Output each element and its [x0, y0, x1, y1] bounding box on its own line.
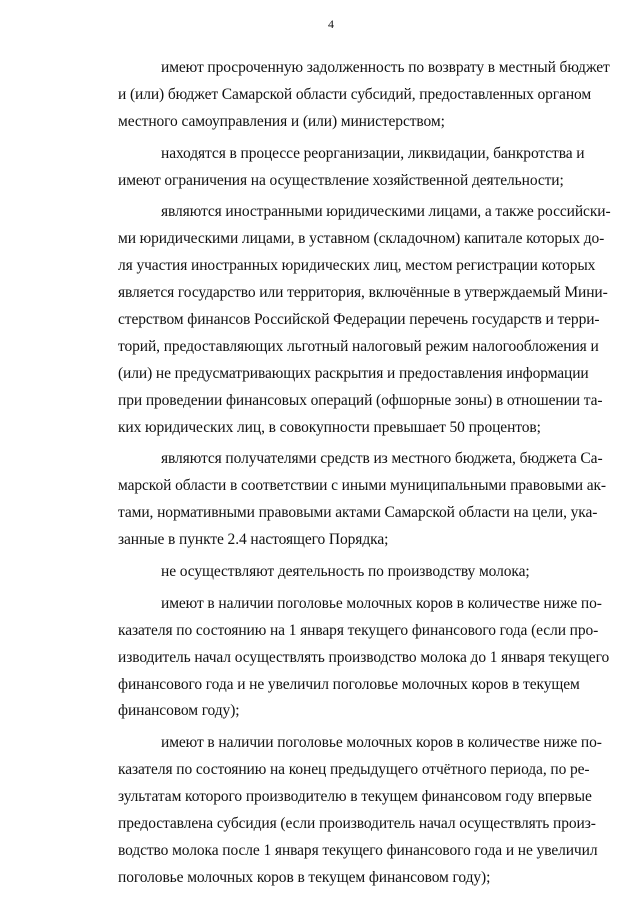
- text-line: финансовом году);: [118, 702, 240, 720]
- text-line: являются получателями средств из местного бюджета, бюджета Са-: [161, 450, 603, 468]
- text-line: предоставлена субсидия (если производитель начал осуществлять произ-: [118, 815, 596, 833]
- paragraph: [118, 559, 574, 586]
- text-line: занные в пункте 2.4 настоящего Порядка;: [118, 531, 389, 549]
- text-line: торий, предоставляющих льготный налоговый режим налогообложения и: [118, 337, 599, 355]
- paragraph: [118, 199, 611, 441]
- text-line: марской области в соответствии с иными муниципальными правовыми ак-: [118, 477, 606, 495]
- text-line: и (или) бюджет Самарской области субсидий, предоставленных органом: [118, 85, 592, 103]
- text-line: изводитель начал осуществлять производство молока до 1 января текущего: [118, 648, 610, 666]
- text-line: водство молока после 1 января текущего финансового года и не увеличил: [118, 841, 598, 859]
- text-line: не осуществляют деятельность по производству молока;: [161, 563, 530, 581]
- text-line: при проведении финансовых операций (офшорные зоны) в отношении та-: [118, 391, 603, 409]
- document-body: [118, 55, 611, 892]
- text-line: имеют в наличии поголовье молочных коров в количестве ниже по-: [161, 594, 602, 612]
- text-line: находятся в процессе реорганизации, ликвидации, банкротства и: [161, 144, 585, 162]
- text-line: казателя по состоянию на 1 января текущего финансового года (если про-: [118, 621, 599, 639]
- text-line: являются иностранными юридическими лицами, а также российски-: [161, 203, 611, 221]
- text-line: тами, нормативными правовыми актами Самарской области на цели, ука-: [118, 504, 598, 522]
- paragraph: [118, 730, 602, 891]
- paragraph: [118, 55, 610, 136]
- text-line: имеют просроченную задолженность по возврату в местный бюджет: [161, 59, 610, 76]
- paragraph: [118, 591, 610, 725]
- text-line: является государство или территория, включённые в утверждаемый Мини-: [118, 284, 608, 302]
- text-line: финансового года и не увеличил поголовье молочных коров в текущем: [118, 675, 580, 693]
- text-line: зультатам которого производителю в текущем финансовом году впервые: [118, 788, 592, 806]
- text-line: ми юридическими лицами, в уставном (складочном) капитале которых до-: [118, 230, 605, 248]
- text-line: местного самоуправления и (или) министерством;: [118, 112, 445, 130]
- text-line: ких юридических лиц, в совокупности превышает 50 процентов;: [118, 418, 541, 436]
- text-line: имеют ограничения на осуществление хозяйственной деятельности;: [118, 171, 564, 189]
- text-line: ля участия иностранных юридических лиц, местом регистрации которых: [118, 257, 596, 275]
- text-line: поголовье молочных коров в текущем финансовом году);: [118, 868, 491, 886]
- text-line: казателя по состоянию на конец предыдущего отчётного периода, по ре-: [118, 761, 590, 779]
- text-line: (или) не предусматривающих раскрытия и предоставления информации: [118, 364, 589, 382]
- text-line: стерством финансов Российской Федерации перечень государств и терри-: [118, 311, 600, 329]
- paragraph: [118, 141, 585, 195]
- text-line: имеют в наличии поголовье молочных коров в количестве ниже по-: [161, 734, 602, 752]
- paragraph: [118, 446, 606, 554]
- page-number: 4: [328, 17, 334, 31]
